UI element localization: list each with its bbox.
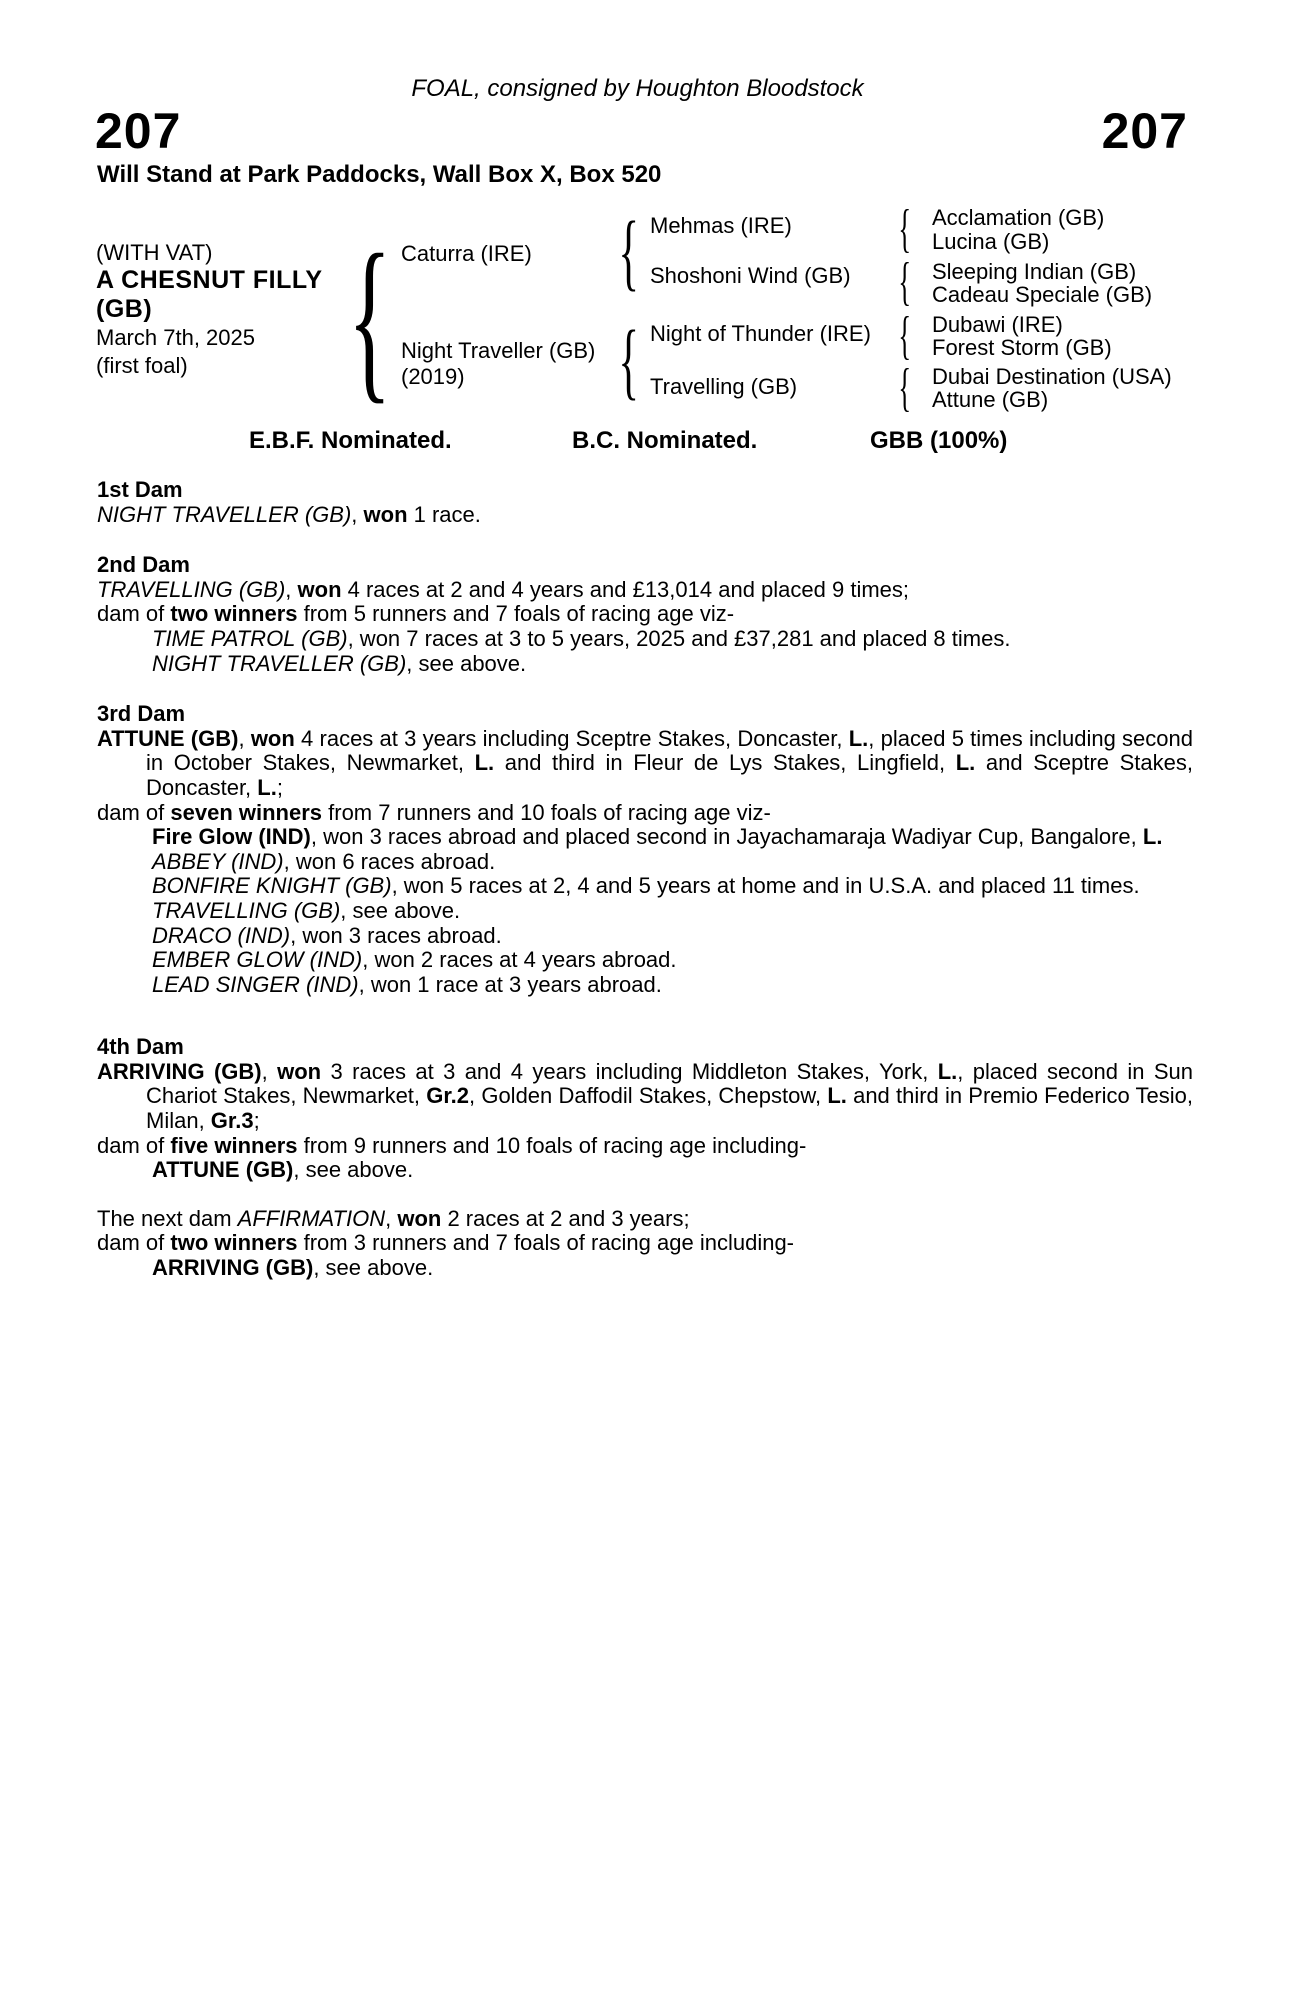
pedigree-sire-sire: Mehmas (IRE) [650, 213, 792, 238]
dam-section-heading: 4th Dam [97, 1034, 184, 1060]
dam-section [97, 1035, 1193, 1183]
text-segment: AFFIRMATION [237, 1205, 386, 1231]
text-segment: BONFIRE KNIGHT (GB) [152, 873, 392, 899]
text-segment: , [261, 1058, 278, 1084]
text-segment: from 3 runners and 7 foals of racing age including- [297, 1230, 795, 1256]
text-segment: dam of [97, 601, 171, 627]
pedigree-dam-year: (2019) [401, 364, 465, 389]
text-segment: , [238, 725, 251, 751]
pedigree-paragraph [97, 727, 1193, 801]
dam-section-heading: 1st Dam [97, 477, 183, 502]
text-segment: 4 races at 3 years including Sceptre Stakes, Doncaster, [294, 725, 849, 751]
pedigree-dam-sire: Night of Thunder (IRE) [650, 321, 871, 346]
text-segment: The next dam [97, 1205, 238, 1231]
pedigree-brace-dam-dam [890, 364, 920, 412]
text-segment: TRAVELLING (GB) [97, 576, 286, 602]
text-segment: won [250, 725, 295, 751]
text-segment: L. [848, 725, 869, 751]
subject-suffix: (GB) [96, 295, 153, 323]
text-segment: won [277, 1058, 322, 1084]
pedigree-dam-name: Night Traveller (GB) [401, 338, 596, 363]
subject-name: A CHESNUT FILLY [96, 266, 323, 294]
text-segment: ARRIVING (GB) [97, 1058, 262, 1084]
pedigree-paragraph [97, 1231, 1193, 1256]
subject-foal-note: (first foal) [96, 353, 188, 378]
pedigree-brace-dam [612, 321, 646, 399]
text-segment: , won 2 races at 4 years abroad. [362, 947, 677, 973]
pedigree-paragraph [97, 801, 1193, 826]
text-segment: from 5 runners and 7 foals of racing age viz- [297, 601, 735, 627]
text-segment: dam of [97, 799, 171, 825]
text-segment: , see above. [313, 1255, 434, 1281]
text-segment: ; [276, 774, 283, 800]
text-segment: won [397, 1205, 442, 1231]
text-segment: , won 3 races abroad. [290, 922, 502, 948]
pedigree-paragraph [97, 1060, 1193, 1134]
pedigree-paragraph [97, 1207, 1193, 1232]
text-segment: L. [257, 774, 277, 800]
text-segment: and Sceptre Stakes, Doncaster, [146, 750, 1193, 800]
pedigree-sire-sire-sire: Acclamation (GB) [932, 205, 1105, 230]
lot-number-left: 207 [95, 103, 182, 159]
text-segment: seven winners [170, 799, 323, 825]
text-segment: , placed 5 times including second in October Stakes, Newmarket, [146, 725, 1193, 776]
dam-section [97, 702, 1193, 997]
text-segment: Gr.2 [426, 1083, 470, 1109]
bc-nominated-label: B.C. Nominated. [572, 427, 758, 454]
pedigree-paragraph [97, 899, 1193, 924]
text-segment: Fire Glow (IND) [152, 824, 311, 850]
pedigree-sire-dam-sire: Sleeping Indian (GB) [932, 259, 1137, 284]
text-segment: , won 6 races abroad. [283, 848, 496, 874]
text-segment: , won 3 races abroad and placed second in Jayachamaraja Wadiyar Cup, Bangalore, [310, 824, 1143, 850]
text-segment: , see above. [340, 897, 461, 923]
dam-section [97, 1207, 1193, 1281]
text-segment: two winners [170, 1230, 298, 1256]
pedigree-paragraph [97, 973, 1193, 998]
pedigree-brace-sire-sire [890, 205, 920, 253]
text-segment: ; [253, 1108, 260, 1134]
text-segment: dam of [97, 1132, 171, 1158]
text-segment: L. [474, 750, 495, 776]
pedigree-sire-dam-dam: Cadeau Speciale (GB) [932, 282, 1153, 307]
pedigree-paragraph [97, 652, 1193, 677]
text-segment: , won 7 races at 3 to 5 years, 2025 and £37,281 and placed 8 times. [347, 625, 1011, 651]
dam-family-text [97, 478, 1193, 1281]
text-segment: ARRIVING (GB) [152, 1255, 314, 1281]
dam-section-heading: 3rd Dam [97, 701, 186, 727]
pedigree-paragraph [97, 1158, 1193, 1183]
pedigree-paragraph [97, 503, 1193, 528]
text-segment: ABBEY (IND) [152, 848, 284, 874]
ebf-nominated-label: E.B.F. Nominated. [249, 427, 452, 454]
text-segment: LEAD SINGER (IND) [152, 971, 359, 997]
text-segment: , [351, 501, 364, 527]
subject-block [96, 239, 376, 380]
pedigree-paragraph [97, 948, 1193, 973]
text-segment: TIME PATROL (GB) [152, 625, 348, 651]
text-segment: from 7 runners and 10 foals of racing age viz- [322, 799, 771, 825]
pedigree-sire: Caturra (IRE) [401, 241, 532, 266]
text-segment: TRAVELLING (GB) [152, 897, 341, 923]
text-segment: , [285, 576, 298, 602]
text-segment: 2 races at 2 and 3 years; [441, 1205, 690, 1231]
dam-section [97, 553, 1193, 676]
gbb-label: GBB (100%) [870, 427, 1008, 454]
pedigree-paragraph [97, 1256, 1193, 1281]
text-segment: L. [827, 1083, 847, 1109]
pedigree-paragraph [97, 578, 1193, 603]
pedigree-brace-sire-dam [890, 258, 920, 306]
vat-note: (WITH VAT) [96, 240, 213, 265]
text-segment: and third in Fleur de Lys Stakes, Lingfield, [494, 750, 956, 776]
pedigree-dam-dam-sire: Dubai Destination (USA) [932, 364, 1172, 389]
text-segment: two winners [170, 601, 298, 627]
text-segment: , [385, 1205, 398, 1231]
text-segment: five winners [170, 1132, 298, 1158]
subject-foal-date: March 7th, 2025 [96, 325, 255, 350]
pedigree-dam-sire-sire: Dubawi (IRE) [932, 312, 1063, 337]
text-segment: L. [937, 1058, 958, 1084]
pedigree-dam-dam: Travelling (GB) [650, 374, 798, 399]
pedigree-brace-sire [612, 212, 646, 290]
text-segment: NIGHT TRAVELLER (GB) [97, 501, 352, 527]
pedigree-paragraph [97, 850, 1193, 875]
pedigree-paragraph [97, 825, 1193, 850]
text-segment: ATTUNE (GB) [152, 1157, 294, 1183]
stand-location-line: Will Stand at Park Paddocks, Wall Box X, Box 520 [97, 161, 662, 188]
text-segment: dam of [97, 1230, 171, 1256]
text-segment: NIGHT TRAVELLER (GB) [152, 650, 407, 676]
text-segment: L. [955, 750, 976, 776]
text-segment: won [297, 576, 342, 602]
text-segment: won [363, 501, 408, 527]
text-segment: , see above. [406, 650, 527, 676]
pedigree-paragraph [97, 602, 1193, 627]
text-segment: 4 races at 2 and 4 years and £13,014 and placed 9 times; [341, 576, 910, 602]
text-segment: , Golden Daffodil Stakes, Chepstow, [469, 1083, 828, 1109]
pedigree-paragraph [97, 627, 1193, 652]
text-segment: 1 race. [407, 501, 481, 527]
pedigree-sire-dam: Shoshoni Wind (GB) [650, 263, 851, 288]
text-segment: ATTUNE (GB) [97, 725, 239, 751]
text-segment: L. [1142, 824, 1163, 850]
text-segment: , see above. [293, 1157, 414, 1183]
dam-section-heading: 2nd Dam [97, 552, 190, 578]
text-segment: EMBER GLOW (IND) [152, 947, 363, 973]
pedigree-sire-sire-dam: Lucina (GB) [932, 229, 1050, 254]
pedigree-paragraph [97, 1134, 1193, 1159]
text-segment: , won 1 race at 3 years abroad. [358, 971, 662, 997]
pedigree-paragraph [97, 874, 1193, 899]
text-segment: DRACO (IND) [152, 922, 291, 948]
pedigree-paragraph [97, 924, 1193, 949]
text-segment: Gr.3 [210, 1108, 254, 1134]
consignor-line: FOAL, consigned by Houghton Bloodstock [411, 75, 864, 102]
dam-section [97, 478, 1193, 527]
pedigree-dam-sire-dam: Forest Storm (GB) [932, 335, 1112, 360]
text-segment: , won 5 races at 2, 4 and 5 years at home and in U.S.A. and placed 11 times. [391, 873, 1140, 899]
pedigree-dam-dam-dam: Attune (GB) [932, 387, 1049, 412]
pedigree-brace-dam-sire [890, 312, 920, 360]
lot-number-right: 207 [1101, 103, 1188, 159]
text-segment: , placed second in Sun Chariot Stakes, Newmarket, [146, 1058, 1193, 1109]
pedigree-dam [401, 338, 595, 390]
text-segment: 3 races at 3 and 4 years including Middleton Stakes, York, [321, 1058, 938, 1084]
text-segment: from 9 runners and 10 foals of racing age including- [297, 1132, 807, 1158]
text-segment: and third in Premio Federico Tesio, Milan, [146, 1083, 1193, 1134]
